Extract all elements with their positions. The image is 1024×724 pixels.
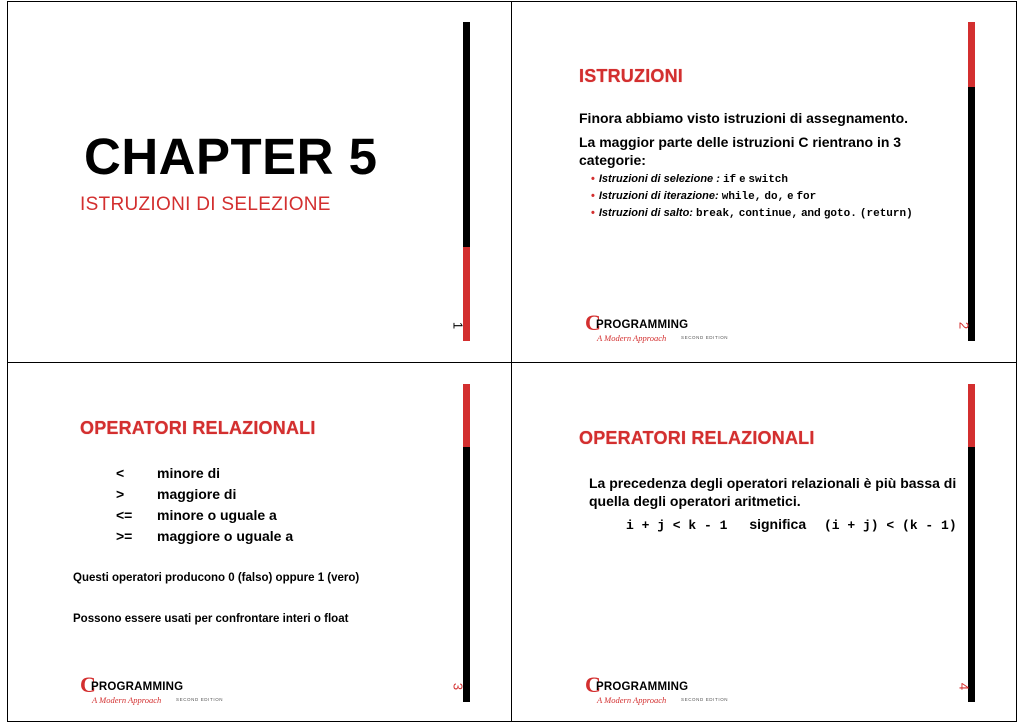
slide-heading: ISTRUZIONI xyxy=(579,66,683,86)
note-1: Questi operatori producono 0 (falso) oppure 1 (vero) xyxy=(73,572,360,584)
slide-bar-top xyxy=(463,384,470,447)
operator-row xyxy=(116,528,416,549)
slide-bar-bottom xyxy=(463,447,470,702)
operator-description: maggiore o uguale a xyxy=(157,528,294,544)
expression-right: (i + j) < (k - 1) xyxy=(824,518,957,533)
slide-bar-top xyxy=(968,384,975,447)
paragraph-2: La maggior parte delle istruzioni C rientrano in 3 categorie: xyxy=(579,134,902,168)
c-programming-logo: C PROGRAMMING A Modern Approach SECOND EDITION xyxy=(80,672,224,705)
operator-description: minore di xyxy=(157,465,221,481)
bullet-dot-icon: • xyxy=(591,207,595,219)
operator-description: minore o uguale a xyxy=(157,507,277,523)
slide-bar-bottom xyxy=(968,87,975,341)
expression-word: significa xyxy=(749,516,807,532)
frame-mid-horizontal xyxy=(7,362,1017,363)
slide-heading: OPERATORI RELAZIONALI xyxy=(80,418,316,438)
paragraph-1: Finora abbiamo visto istruzioni di assegnamento. xyxy=(579,110,909,126)
bullet-dot-icon: • xyxy=(591,173,595,185)
bullet-dot-icon: • xyxy=(591,190,595,202)
bullet-item: • Istruzioni di iterazione: while, do, e for xyxy=(591,190,817,203)
slide-number: 3 xyxy=(450,682,466,691)
operator-symbol: > xyxy=(116,486,125,502)
c-programming-logo: C PROGRAMMING A Modern Approach SECOND EDITION xyxy=(585,310,729,343)
expression-left: i + j < k - 1 xyxy=(626,518,728,533)
chapter-title: CHAPTER 5 xyxy=(84,128,378,185)
bullet-item: • Istruzioni di selezione : if e switch xyxy=(591,173,789,186)
operator-row xyxy=(116,486,416,507)
operator-row xyxy=(116,465,416,486)
slide-bar-top xyxy=(968,22,975,87)
frame-bottom xyxy=(7,721,1017,722)
slide-2 xyxy=(513,2,1016,360)
operator-row xyxy=(116,507,416,528)
note-2: Possono essere usati per confrontare interi o float xyxy=(73,613,349,625)
slide-1 xyxy=(8,2,511,360)
c-programming-logo: C PROGRAMMING A Modern Approach SECOND EDITION xyxy=(585,672,729,705)
slide-bar-bottom xyxy=(968,447,975,702)
operator-symbol: <= xyxy=(116,507,133,523)
slide-3 xyxy=(8,364,511,721)
slide-bar-top xyxy=(463,22,470,247)
bullet-list xyxy=(591,173,913,224)
slide-number: 2 xyxy=(956,321,972,330)
slide-4 xyxy=(513,364,1016,721)
operator-description: maggiore di xyxy=(157,486,237,502)
paragraph: La precedenza degli operatori relazionali è più bassa di quella degli operatori aritmetici. xyxy=(589,475,957,509)
slide-number: 4 xyxy=(956,682,972,691)
slide-number: 1 xyxy=(450,321,466,330)
operator-symbol: >= xyxy=(116,528,133,544)
bullet-item: • Istruzioni di salto: break, continue, and goto. (return) xyxy=(591,207,913,220)
slide-heading: OPERATORI RELAZIONALI xyxy=(579,428,815,448)
chapter-subtitle: ISTRUZIONI DI SELEZIONE xyxy=(80,194,331,215)
expression-line xyxy=(626,516,957,533)
operator-symbol: < xyxy=(116,465,125,481)
